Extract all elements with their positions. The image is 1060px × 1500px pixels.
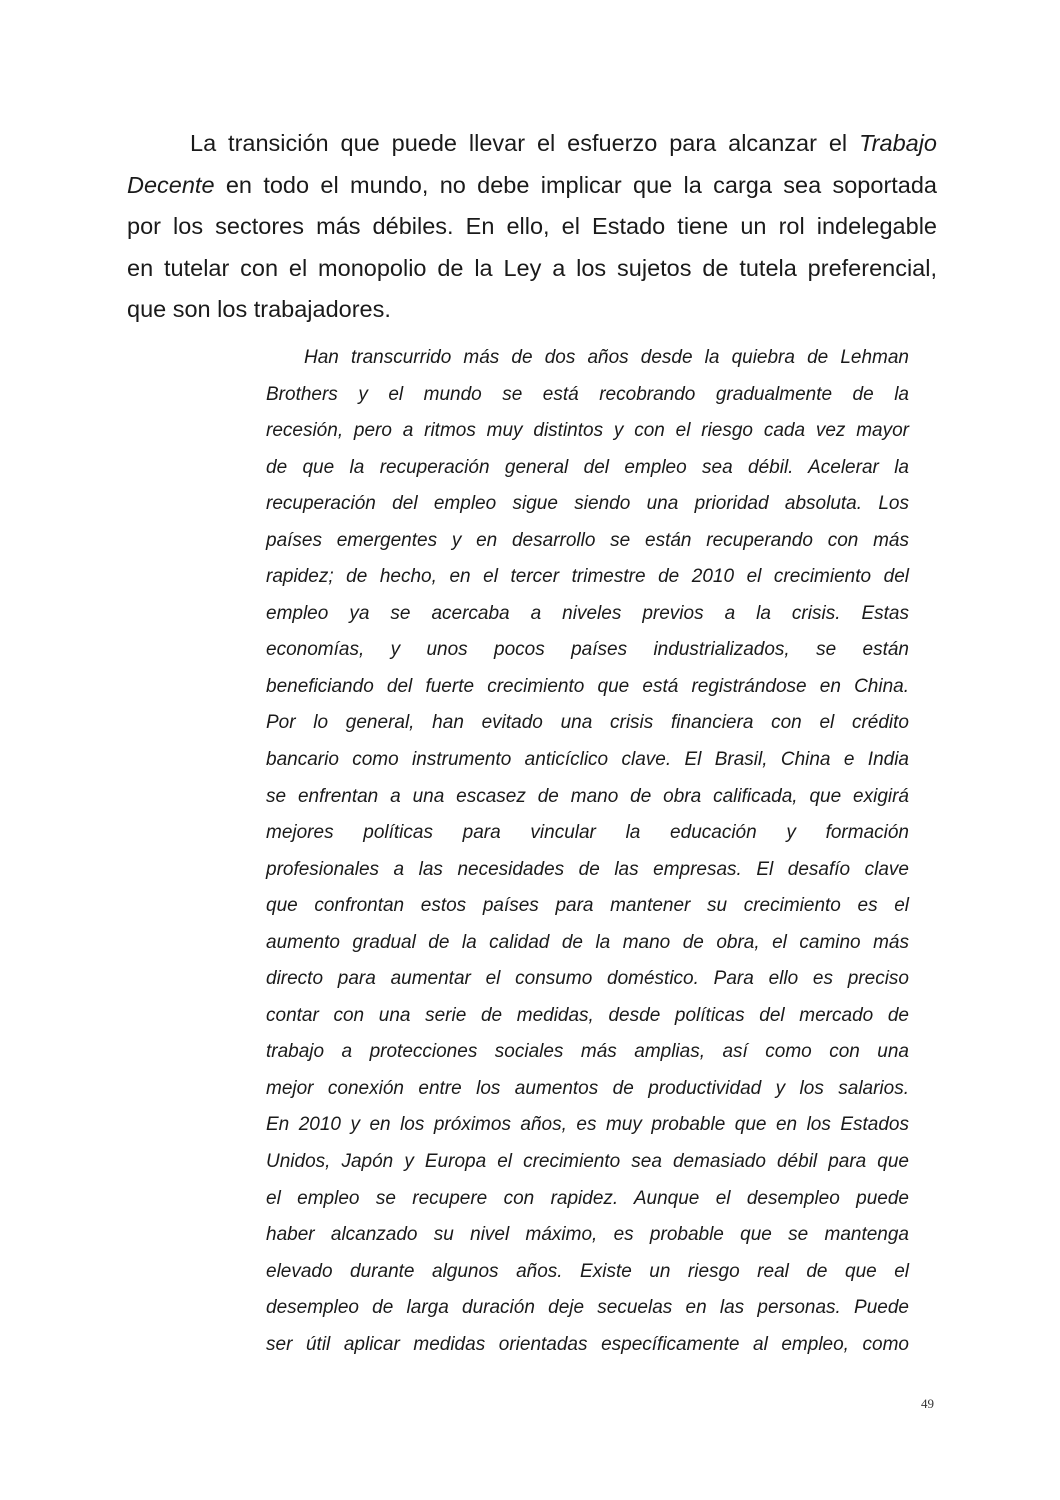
quote-line: elevado durante algunos años. Existe un riesgo real de que el <box>266 1260 909 1282</box>
main-paragraph-line: en tutelar con el monopolio de la Ley a los sujetos de tutela preferencial, <box>127 254 937 281</box>
emphasis-text: Trabajo <box>859 130 937 156</box>
quote-line: profesionales a las necesidades de las empresas. El desafío clave <box>266 858 909 880</box>
quote-line: En 2010 y en los próximos años, es muy probable que en los Estados <box>266 1114 909 1136</box>
quote-line: de que la recuperación general del empleo sea débil. Acelerar la <box>266 456 909 478</box>
quote-line: rapidez; de hecho, en el tercer trimestre de 2010 el crecimiento del <box>266 566 909 588</box>
quote-line: recuperación del empleo sigue siendo una prioridad absoluta. Los <box>266 493 909 515</box>
quote-line: empleo ya se acercaba a niveles previos a la crisis. Estas <box>266 602 909 624</box>
quote-line: directo para aumentar el consumo doméstico. Para ello es preciso <box>266 968 909 990</box>
quote-line: recesión, pero a ritmos muy distintos y con el riesgo cada vez mayor <box>266 420 909 442</box>
quote-line: países emergentes y en desarrollo se están recuperando con más <box>266 529 909 551</box>
quote-line: bancario como instrumento anticíclico clave. El Brasil, China e India <box>266 749 909 771</box>
quote-line: se enfrentan a una escasez de mano de obra calificada, que exigirá <box>266 785 909 807</box>
main-text-span: La transición que puede llevar el esfuerzo para alcanzar el <box>190 130 848 156</box>
quote-line: mejor conexión entre los aumentos de productividad y los salarios. <box>266 1077 909 1099</box>
main-paragraph-line: que son los trabajadores. <box>127 296 391 322</box>
quote-line: aumento gradual de la calidad de la mano de obra, el camino más <box>266 931 909 953</box>
quote-line: desempleo de larga duración deje secuelas en las personas. Puede <box>266 1297 909 1319</box>
main-paragraph-line: por los sectores más débiles. En ello, el Estado tiene un rol indelegable <box>127 213 937 239</box>
block-quote <box>266 340 909 1363</box>
quote-line: beneficiando del fuerte crecimiento que está registrándose en China. <box>266 675 909 697</box>
main-paragraph-line <box>127 123 937 165</box>
quote-line: trabajo a protecciones sociales más amplias, así como con una <box>266 1041 909 1063</box>
quote-line: ser útil aplicar medidas orientadas específicamente al empleo, como <box>266 1333 909 1355</box>
main-paragraph-line <box>127 165 937 207</box>
quote-line: que confrontan estos países para mantener su crecimiento es el <box>266 895 909 917</box>
quote-line: haber alcanzado su nivel máximo, es probable que se mantenga <box>266 1224 909 1246</box>
main-paragraph <box>127 123 937 331</box>
quote-line: Unidos, Japón y Europa el crecimiento sea demasiado débil para que <box>266 1151 909 1173</box>
quote-line: Han transcurrido más de dos años desde la quiebra de Lehman <box>304 347 909 368</box>
quote-line: Por lo general, han evitado una crisis financiera con el crédito <box>266 712 909 734</box>
emphasis-text: Decente <box>127 171 215 198</box>
quote-line: Brothers y el mundo se está recobrando gradualmente de la <box>266 383 909 405</box>
quote-line: el empleo se recupere con rapidez. Aunque el desempleo puede <box>266 1187 909 1209</box>
quote-line: contar con una serie de medidas, desde políticas del mercado de <box>266 1004 909 1026</box>
page-number: 49 <box>921 1396 934 1411</box>
quote-line: economías, y unos pocos países industrializados, se están <box>266 639 909 661</box>
main-text-span: en todo el mundo, no debe implicar que la carga sea soportada <box>225 171 938 198</box>
quote-line: mejores políticas para vincular la educación y formación <box>266 822 909 844</box>
